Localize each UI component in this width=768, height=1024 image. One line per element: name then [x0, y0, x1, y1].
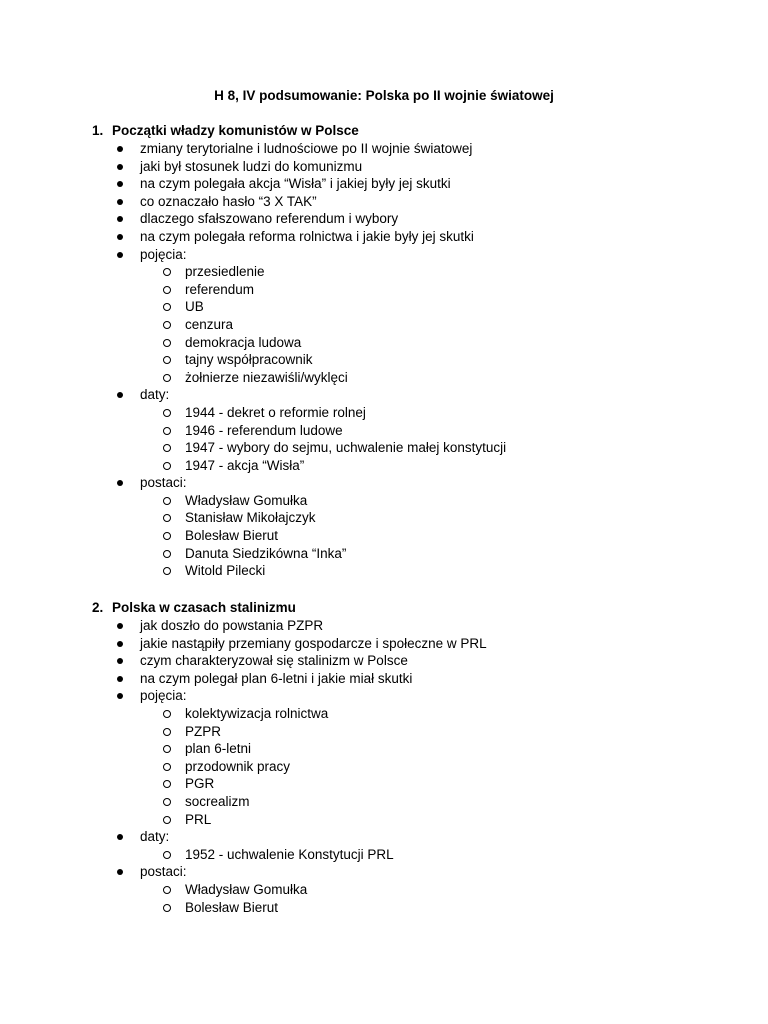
sub-list-item [0, 439, 768, 457]
list-item-text: pojęcia: [140, 246, 187, 262]
list-item-text: co oznaczało hasło “3 X TAK” [140, 193, 317, 209]
list-item-text: jaki był stosunek ludzi do komunizmu [140, 158, 363, 174]
hollow-bullet-icon [163, 374, 171, 382]
sub-list-item [0, 562, 768, 580]
hollow-bullet-icon [163, 497, 171, 505]
sub-list-item-text: Władysław Gomułka [185, 492, 308, 508]
sub-list-item [0, 705, 768, 723]
sub-list-item-text: PZPR [185, 723, 222, 739]
sub-list-item [0, 775, 768, 793]
list-item-text: pojęcia: [140, 688, 187, 704]
section-number: 1. [92, 123, 104, 138]
sub-list-item [0, 723, 768, 741]
sub-list-item-text: Witold Pilecki [185, 563, 266, 579]
sub-list-item [0, 846, 768, 864]
sub-list-item-text: plan 6-letni [185, 741, 252, 757]
sub-list-item [0, 509, 768, 527]
hollow-bullet-icon [163, 816, 171, 824]
bullet-icon [117, 392, 123, 398]
bullet-icon [117, 234, 123, 240]
hollow-bullet-icon [163, 532, 171, 540]
section-heading [0, 599, 768, 617]
sub-list-item [0, 316, 768, 334]
hollow-bullet-icon [163, 745, 171, 753]
bullet-icon [117, 252, 123, 258]
list-item-text: na czym polegała reforma rolnictwa i jakie były jej skutki [140, 228, 474, 244]
list-item [0, 652, 768, 670]
list-item [0, 193, 768, 211]
hollow-bullet-icon [163, 444, 171, 452]
list-item [0, 670, 768, 688]
sub-list-item-text: Danuta Siedzikówna “Inka” [185, 545, 347, 561]
list-item [0, 828, 768, 846]
list-item [0, 210, 768, 228]
sub-list-item [0, 351, 768, 369]
section-number: 2. [92, 600, 104, 615]
sub-list-item-text: 1944 - dekret o reformie rolnej [185, 404, 366, 420]
bullet-icon [117, 834, 123, 840]
sub-list-item-text: kolektywizacja rolnictwa [185, 705, 329, 721]
bullet-icon [117, 623, 123, 629]
list-item [0, 617, 768, 635]
hollow-bullet-icon [163, 851, 171, 859]
hollow-bullet-icon [163, 268, 171, 276]
bullet-icon [117, 480, 123, 486]
bullet-icon [117, 869, 123, 875]
sub-list-item [0, 404, 768, 422]
sub-list-item-text: tajny współpracownik [185, 352, 313, 368]
hollow-bullet-icon [163, 550, 171, 558]
bullet-icon [117, 641, 123, 647]
sub-list-item-text: PGR [185, 776, 215, 792]
sub-list-item-text: Bolesław Bierut [185, 528, 279, 544]
hollow-bullet-icon [163, 904, 171, 912]
hollow-bullet-icon [163, 710, 171, 718]
bullet-icon [117, 658, 123, 664]
list-item [0, 635, 768, 653]
hollow-bullet-icon [163, 409, 171, 417]
sub-list-item-text: przesiedlenie [185, 264, 265, 280]
hollow-bullet-icon [163, 321, 171, 329]
bullet-icon [117, 199, 123, 205]
sub-list-item-text: Władysław Gomułka [185, 881, 308, 897]
list-item [0, 386, 768, 404]
hollow-bullet-icon [163, 798, 171, 806]
sub-list-item [0, 899, 768, 917]
sub-list-item-text: Stanisław Mikołajczyk [185, 510, 316, 526]
sub-list-item-text: Bolesław Bierut [185, 899, 279, 915]
list-item-text: jakie nastąpiły przemiany gospodarcze i społeczne w PRL [140, 635, 487, 651]
sub-list-item [0, 881, 768, 899]
sub-list-item [0, 545, 768, 563]
hollow-bullet-icon [163, 763, 171, 771]
sub-list-item [0, 492, 768, 510]
sub-list-item [0, 263, 768, 281]
list-item [0, 246, 768, 264]
bullet-icon [117, 216, 123, 222]
list-item-text: dlaczego sfałszowano referendum i wybory [140, 211, 399, 227]
list-item-text: na czym polegał plan 6-letni i jakie miał skutki [140, 670, 413, 686]
sub-list-item-text: PRL [185, 811, 212, 827]
list-item [0, 175, 768, 193]
list-item [0, 140, 768, 158]
list-item-text: daty: [140, 387, 170, 403]
hollow-bullet-icon [163, 728, 171, 736]
sub-list-item [0, 793, 768, 811]
section-title: Początki władzy komunistów w Polsce [112, 123, 359, 138]
document-title: H 8, IV podsumowanie: Polska po II wojnie światowej [214, 88, 554, 103]
bullet-icon [117, 164, 123, 170]
hollow-bullet-icon [163, 886, 171, 894]
sub-list-item [0, 758, 768, 776]
sub-list-item [0, 422, 768, 440]
section-1 [0, 122, 768, 580]
hollow-bullet-icon [163, 339, 171, 347]
list-item-text: na czym polegała akcja “Wisła” i jakiej były jej skutki [140, 176, 451, 192]
list-item [0, 687, 768, 705]
section-heading [0, 122, 768, 140]
sub-list-item [0, 334, 768, 352]
hollow-bullet-icon [163, 427, 171, 435]
list-item-text: jak doszło do powstania PZPR [140, 618, 324, 633]
list-item [0, 228, 768, 246]
hollow-bullet-icon [163, 286, 171, 294]
list-item-text: postaci: [140, 864, 187, 880]
hollow-bullet-icon [163, 514, 171, 522]
list-item-text: postaci: [140, 475, 187, 491]
sub-list-item [0, 740, 768, 758]
bullet-icon [117, 693, 123, 699]
bullet-icon [117, 146, 123, 152]
bullet-icon [117, 181, 123, 187]
sub-list-item-text: żołnierze niezawiśli/wyklęci [185, 369, 348, 385]
list-item-text: czym charakteryzował się stalinizm w Polsce [140, 653, 408, 669]
sub-list-item-text: 1947 - wybory do sejmu, uchwalenie małej konstytucji [185, 440, 507, 456]
hollow-bullet-icon [163, 462, 171, 470]
bullet-icon [117, 676, 123, 682]
hollow-bullet-icon [163, 356, 171, 364]
sub-list-item-text: socrealizm [185, 793, 250, 809]
hollow-bullet-icon [163, 303, 171, 311]
sub-list-item-text: cenzura [185, 316, 234, 332]
list-item-text: daty: [140, 829, 170, 845]
list-item [0, 863, 768, 881]
sub-list-item [0, 369, 768, 387]
sub-list-item-text: 1946 - referendum ludowe [185, 422, 343, 438]
sub-list-item-text: 1952 - uchwalenie Konstytucji PRL [185, 846, 394, 862]
sub-list-item [0, 281, 768, 299]
hollow-bullet-icon [163, 567, 171, 575]
sub-list-item-text: przodownik pracy [185, 758, 291, 774]
sub-list-item [0, 811, 768, 829]
sub-list-item-text: 1947 - akcja “Wisła” [185, 457, 305, 473]
sub-list-item [0, 457, 768, 475]
sub-list-item [0, 298, 768, 316]
sub-list-item-text: UB [185, 299, 204, 315]
section-title: Polska w czasach stalinizmu [112, 600, 296, 615]
list-item-text: zmiany terytorialne i ludnościowe po II wojnie światowej [140, 141, 473, 156]
sub-list-item-text: demokracja ludowa [185, 334, 302, 350]
list-item [0, 158, 768, 176]
hollow-bullet-icon [163, 780, 171, 788]
sub-list-item [0, 527, 768, 545]
sub-list-item-text: referendum [185, 281, 255, 297]
list-item [0, 474, 768, 492]
section-2 [0, 599, 768, 916]
